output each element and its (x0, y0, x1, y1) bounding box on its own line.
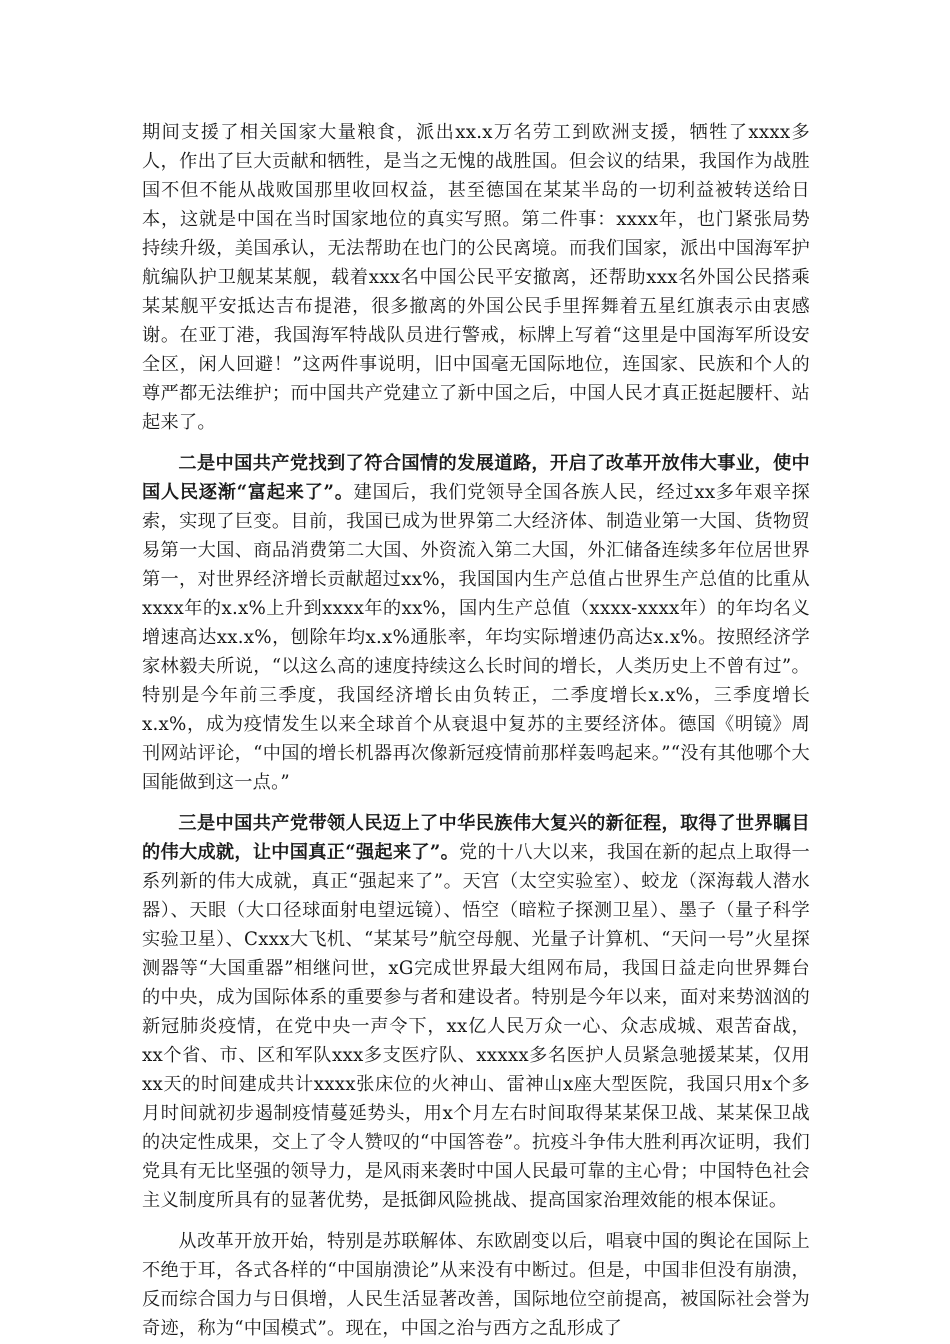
paragraph-third-point (142, 809, 810, 1215)
paragraph-3-text: 党的十八大以来，我国在新的起点上取得一系列新的伟大成就，真正“强起来了”。天宫（太空实验室）、蛟龙（深海载人潜水器）、天眼（大口径球面射电望远镜）、悟空（暗粒子探测卫星）、墨子（量子科学实验卫星）、Cxxx大飞机、“某某号”航空母舰、光量子计算机、“天问一号”火星探测器等“大国重器”相继问世，xG完成世界最大组网布局，我国日益走向世界舞台的中央，成为国际体系的重要参与者和建设者。特别是今年以来，面对来势汹汹的新冠肺炎疫情，在党中央一声令下，xx亿人民万众一心、众志成城、艰苦奋战，xx个省、市、区和军队xxx多支医疗队、xxxxx多名医护人员紧急驰援某某，仅用xx天的时间建成共计xxxx张床位的火神山、雷神山x座大型医院，我国只用x个多月时间就初步遏制疫情蔓延势头，用x个月左右时间取得某某保卫战、某某保卫战的决定性成果，交上了令人赞叹的“中国答卷”。抗疫斗争伟大胜利再次证明，我们党具有无比坚强的领导力，是风雨来袭时中国人民最可靠的主心骨；中国特色社会主义制度所具有的显著优势，是抵御风险挑战、提高国家治理效能的根本保证。 (142, 842, 810, 1211)
paragraph-2-lead: 二是中国共产党找到了符合国情的发展道路，开启了改革开放伟大事业，使中国人民逐渐“富起来了”。 (142, 453, 810, 503)
paragraph-1-text: 期间支援了相关国家大量粮食，派出xx.x万名劳工到欧洲支援，牺牲了xxxx多人，作出了巨大贡献和牺牲，是当之无愧的战胜国。但会议的结果，我国作为战胜国不但不能从战败国那里收回权益，甚至德国在某某半岛的一切利益被转送给日本，这就是中国在当时国家地位的真实写照。第二件事：xxxx年，也门紧张局势持续升级，美国承认，无法帮助在也门的公民离境。而我们国家，派出中国海军护航编队护卫舰某某舰，载着xxx名中国公民平安撤离，还帮助xxx名外国公民搭乘某某舰平安抵达吉布提港，很多撤离的外国公民手里挥舞着五星红旗表示由衷感谢。在亚丁港，我国海军特战队员进行警戒，标牌上写着“这里是中国海军所设安全区，闲人回避！”这两件事说明，旧中国毫无国际地位，连国家、民族和个人的尊严都无法维护；而中国共产党建立了新中国之后，中国人民才真正挺起腰杆、站起来了。 (142, 122, 810, 433)
paragraph-4-text: 从改革开放开始，特别是苏联解体、东欧剧变以后，唱衰中国的舆论在国际上不绝于耳，各式各样的“中国崩溃论”从来没有中断过。但是，中国非但没有崩溃，反而综合国力与日俱增，人民生活显著改善，国际地位空前提高，被国际社会誉为奇迹，称为“中国模式”。现在，中国之治与西方之乱形成了 (142, 1231, 810, 1339)
paragraph-second-point (142, 449, 810, 797)
paragraph-reform (142, 1227, 810, 1343)
document-page (142, 118, 810, 1343)
paragraph-2-text: 建国后，我们党领导全国各族人民，经过xx多年艰辛探索，实现了巨变。目前，我国已成为世界第二大经济体、制造业第一大国、货物贸易第一大国、商品消费第二大国、外资流入第二大国，外汇储备连续多年位居世界第一，对世界经济增长贡献超过xx%，我国国内生产总值占世界生产总值的比重从xxxx年的x.x%上升到xxxx年的xx%，国内生产总值（xxxx-xxxx年）的年均名义增速高达xx.x%，刨除年均x.x%通胀率，年均实际增速仍高达x.x%。按照经济学家林毅夫所说，“以这么高的速度持续这么长时间的增长，人类历史上不曾有过”。特别是今年前三季度，我国经济增长由负转正，二季度增长x.x%，三季度增长x.x%，成为疫情发生以来全球首个从衰退中复苏的主要经济体。德国《明镜》周刊网站评论，“中国的增长机器再次像新冠疫情前那样轰鸣起来。”“没有其他哪个大国能做到这一点。” (142, 482, 810, 793)
paragraph-continuation (142, 118, 810, 437)
paragraph-3-lead: 三是中国共产党带领人民迈上了中华民族伟大复兴的新征程，取得了世界瞩目的伟大成就，让中国真正“强起来了”。 (142, 813, 810, 863)
